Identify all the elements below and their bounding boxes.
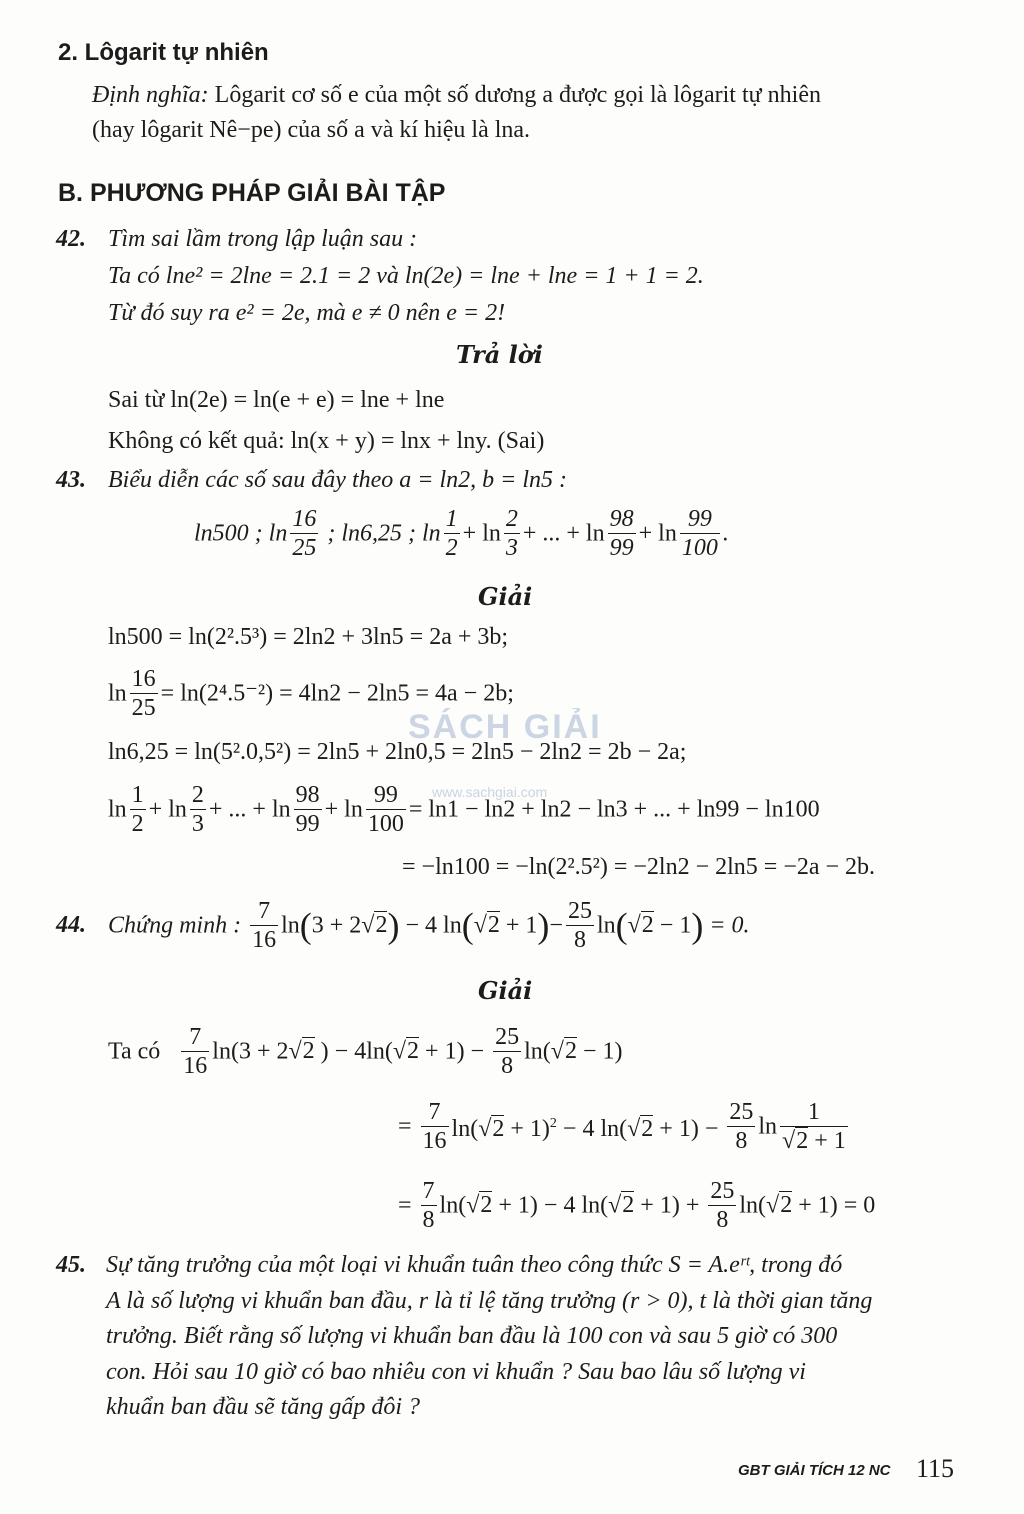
exercise-44-number: 44. <box>56 912 86 938</box>
exercise-44-prompt: Chứng minh : <box>108 912 242 939</box>
definition-text-1: Lôgarit cơ số e của một số dương a được gọi là lôgarit tự nhiên <box>214 82 821 108</box>
definition-line-1 <box>92 80 821 110</box>
exercise-43-result-1: ln500 = ln(2².5³) = 2ln2 + 3ln5 = 2a + 3b; <box>108 624 509 650</box>
exercise-42-prompt: Tìm sai lầm trong lập luận sau : <box>108 226 418 252</box>
exercise-44-ta-co: Ta có <box>108 1038 161 1065</box>
exercise-42-answer-title: Trả lời <box>456 340 543 369</box>
section-heading-methods: B. PHƯƠNG PHÁP GIẢI BÀI TẬP <box>58 179 446 207</box>
section-heading-natural-log: 2. Lôgarit tự nhiên <box>58 39 269 66</box>
exercise-42-line-3: Từ đó suy ra e² = 2e, mà e ≠ 0 nên e = 2! <box>108 300 506 326</box>
exercise-45-line-1: Sự tăng trưởng của một loại vi khuẩn tuân theo công thức S = A.eʳᵗ, trong đó <box>106 1252 843 1278</box>
exercise-42-answer-2: Không có kết quả: ln(x + y) = lnx + lny. (Sai) <box>108 428 545 454</box>
exercise-43-expressions: ln500 ; ln $\frac{16}{25}$ ; ln6,25 ; ln $\frac{1}{2}$ + ln $\frac{2}{3}$ + ... + ln $\frac{98}{99}$ + ln $\frac{99}{100}$ . <box>194 505 729 561</box>
exercise-45-line-2: A là số lượng vi khuẩn ban đầu, r là tỉ lệ tăng trưởng (r > 0), t là thời gian tăng <box>106 1288 873 1314</box>
exercise-42-number: 42. <box>56 226 86 252</box>
exercise-42-answer-1: Sai từ ln(2e) = ln(e + e) = lne + lne <box>108 387 445 413</box>
footer-book-title: GBT GIẢI TÍCH 12 NC <box>738 1462 891 1479</box>
definition-line-2: (hay lôgarit Nê−pe) của số a và kí hiệu là lna. <box>92 117 531 143</box>
page-number: 115 <box>916 1454 955 1483</box>
exercise-43-result-3: ln6,25 = ln(5².0,5²) = 2ln5 + 2ln0,5 = 2ln5 − 2ln2 = 2b − 2a; <box>108 739 687 765</box>
exercise-44-step-3: = $\frac{7}{8}$ ln(√2 + 1) − 4 ln(√2 + 1) + $\frac{25}{8}$ ln(√2 + 1) = 0 <box>398 1177 876 1233</box>
exercise-43-result-4-text: = ln1 − ln2 + ln2 − ln3 + ... + ln99 − ln100 <box>408 796 820 823</box>
watermark-brand: SÁCH GIẢI <box>408 708 602 746</box>
exercise-42-line-2: Ta có lne² = 2lne = 2.1 = 2 và ln(2e) = lne + lne = 1 + 1 = 2. <box>108 263 704 289</box>
exercise-44-statement: Chứng minh : $\frac{7}{16}$ ln(3 + 2√2) − 4 ln(√2 + 1)− $\frac{25}{8}$ ln(√2 − 1) = 0. <box>108 897 750 953</box>
exercise-43-result-2: ln $\frac{16}{25}$ = ln(2⁴.5⁻²) = 4ln2 − 2ln5 = 4a − 2b; <box>108 665 514 721</box>
exercise-43-solution-title: Giải <box>478 582 533 611</box>
watermark-site: www.sachgiai.com <box>432 784 548 800</box>
exercise-43-result-4: ln $\frac{1}{2}$ + ln $\frac{2}{3}$ + ... + ln $\frac{98}{99}$ + ln $\frac{99}{100}$ = ln1 − ln2 + ln2 − ln3 + ... + ln99 − ln100 <box>108 781 820 837</box>
definition-label: Định nghĩa: <box>92 82 209 108</box>
exercise-43-result-2-text: = ln(2⁴.5⁻²) = 4ln2 − 2ln5 = 4a − 2b; <box>160 680 514 707</box>
exercise-43-prompt: Biểu diễn các số sau đây theo a = ln2, b = ln5 : <box>108 467 567 493</box>
exercise-45-number: 45. <box>56 1252 86 1278</box>
exercise-43-number: 43. <box>56 467 86 493</box>
exercise-45-line-4: con. Hỏi sau 10 giờ có bao nhiêu con vi khuẩn ? Sau bao lâu số lượng vi <box>106 1359 806 1385</box>
exercise-45-line-3: trưởng. Biết rằng số lượng vi khuẩn ban đầu là 100 con và sau 5 giờ có 300 <box>106 1323 838 1349</box>
exercise-45-line-5: khuẩn ban đầu sẽ tăng gấp đôi ? <box>106 1394 420 1420</box>
exercise-44-step-1: Ta có $\frac{7}{16}$ ln(3 + 2√2 ) − 4ln(√2 + 1) − $\frac{25}{8}$ ln(√2 − 1) <box>108 1023 623 1079</box>
exercise-43-result-5: = −ln100 = −ln(2².5²) = −2ln2 − 2ln5 = −2a − 2b. <box>402 854 876 880</box>
exercise-44-step-2: = $\frac{7}{16}$ $\ln(√2 + 1)^2 - 4$ ln(√2 + 1) − $\frac{25}{8}$ ln $\frac{1}{√2 + 1}$ <box>398 1099 846 1154</box>
exercise-44-solution-title: Giải <box>478 976 533 1005</box>
